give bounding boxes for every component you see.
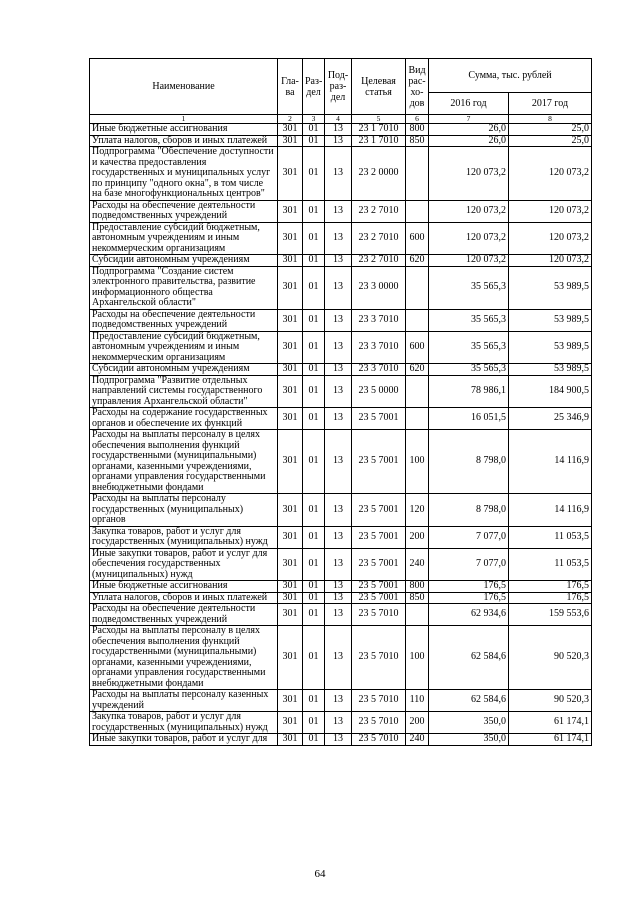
row-sum-2017: 61 174,1 xyxy=(509,734,592,746)
row-glava: 301 xyxy=(278,592,303,604)
row-glava: 301 xyxy=(278,626,303,690)
row-name: Расходы на выплаты персоналу казенных учреждений xyxy=(90,690,278,712)
table-row xyxy=(90,135,592,147)
row-razdel: 01 xyxy=(303,408,325,430)
row-article: 23 5 7001 xyxy=(352,581,406,593)
colnum-4: 4 xyxy=(325,115,352,124)
row-vid xyxy=(406,266,429,309)
row-sum-2016: 26,0 xyxy=(429,124,509,136)
table-row xyxy=(90,734,592,746)
row-sum-2016: 35 565,3 xyxy=(429,309,509,331)
row-podrazdel: 13 xyxy=(325,200,352,222)
row-podrazdel: 13 xyxy=(325,548,352,581)
row-article: 23 5 7010 xyxy=(352,690,406,712)
row-sum-2017: 120 073,2 xyxy=(509,147,592,201)
table-row xyxy=(90,266,592,309)
row-article: 23 5 7001 xyxy=(352,494,406,527)
colnum-6: 6 xyxy=(406,115,429,124)
table-row xyxy=(90,581,592,593)
row-sum-2016: 120 073,2 xyxy=(429,255,509,267)
row-podrazdel: 13 xyxy=(325,147,352,201)
row-podrazdel: 13 xyxy=(325,124,352,136)
row-name: Закупка товаров, работ и услуг для государственных (муниципальных) нужд xyxy=(90,712,278,734)
budget-table-container xyxy=(89,58,591,746)
row-razdel: 01 xyxy=(303,364,325,376)
row-glava: 301 xyxy=(278,135,303,147)
row-glava: 301 xyxy=(278,124,303,136)
colnum-1: 1 xyxy=(90,115,278,124)
budget-table xyxy=(89,58,592,746)
row-sum-2017: 61 174,1 xyxy=(509,712,592,734)
table-row xyxy=(90,592,592,604)
row-sum-2017: 53 989,5 xyxy=(509,309,592,331)
row-glava: 301 xyxy=(278,690,303,712)
row-sum-2017: 53 989,5 xyxy=(509,364,592,376)
row-glava: 301 xyxy=(278,712,303,734)
header-razdel: Раз- дел xyxy=(303,59,325,115)
row-razdel: 01 xyxy=(303,147,325,201)
row-vid: 200 xyxy=(406,712,429,734)
row-podrazdel: 13 xyxy=(325,690,352,712)
row-razdel: 01 xyxy=(303,124,325,136)
row-article: 23 3 0000 xyxy=(352,266,406,309)
row-sum-2016: 7 077,0 xyxy=(429,526,509,548)
row-razdel: 01 xyxy=(303,592,325,604)
header-year-2017: 2017 год xyxy=(509,93,592,115)
row-vid: 240 xyxy=(406,548,429,581)
row-sum-2016: 120 073,2 xyxy=(429,200,509,222)
row-glava: 301 xyxy=(278,548,303,581)
header-glava: Гла- ва xyxy=(278,59,303,115)
row-sum-2016: 120 073,2 xyxy=(429,222,509,255)
row-sum-2017: 120 073,2 xyxy=(509,255,592,267)
row-vid: 620 xyxy=(406,364,429,376)
row-sum-2016: 350,0 xyxy=(429,734,509,746)
row-glava: 301 xyxy=(278,430,303,494)
row-glava: 301 xyxy=(278,331,303,364)
row-sum-2017: 25,0 xyxy=(509,135,592,147)
row-sum-2016: 350,0 xyxy=(429,712,509,734)
row-vid: 100 xyxy=(406,626,429,690)
row-razdel: 01 xyxy=(303,626,325,690)
row-sum-2016: 16 051,5 xyxy=(429,408,509,430)
row-vid: 600 xyxy=(406,331,429,364)
row-podrazdel: 13 xyxy=(325,364,352,376)
row-article: 23 2 7010 xyxy=(352,255,406,267)
table-row xyxy=(90,375,592,408)
row-sum-2017: 14 116,9 xyxy=(509,430,592,494)
row-name: Расходы на выплаты персоналу в целях обеспечения выполнения функций государственными (муниципальными) органами, казенными учреждениями, органами управления государственными внебюджетными фондами xyxy=(90,430,278,494)
row-glava: 301 xyxy=(278,364,303,376)
row-vid: 850 xyxy=(406,592,429,604)
row-sum-2016: 78 986,1 xyxy=(429,375,509,408)
row-podrazdel: 13 xyxy=(325,375,352,408)
table-row xyxy=(90,604,592,626)
row-razdel: 01 xyxy=(303,135,325,147)
table-row xyxy=(90,430,592,494)
row-podrazdel: 13 xyxy=(325,331,352,364)
row-article: 23 5 7001 xyxy=(352,408,406,430)
table-row xyxy=(90,255,592,267)
colnum-5: 5 xyxy=(352,115,406,124)
row-article: 23 5 7001 xyxy=(352,548,406,581)
row-article: 23 3 7010 xyxy=(352,309,406,331)
row-vid: 100 xyxy=(406,430,429,494)
table-row xyxy=(90,200,592,222)
table-row xyxy=(90,364,592,376)
row-name: Подпрограмма "Обеспечение доступности и качества предоставления государственных и муниципальных услуг по принципу "одного окна", в том числе на базе многофункциональных центров" xyxy=(90,147,278,201)
row-glava: 301 xyxy=(278,526,303,548)
row-sum-2016: 120 073,2 xyxy=(429,147,509,201)
row-razdel: 01 xyxy=(303,266,325,309)
row-name: Иные бюджетные ассигнования xyxy=(90,581,278,593)
colnum-7: 7 xyxy=(429,115,509,124)
colnum-2: 2 xyxy=(278,115,303,124)
row-glava: 301 xyxy=(278,147,303,201)
row-name: Иные закупки товаров, работ и услуг для обеспечения государственных (муниципальных) нужд xyxy=(90,548,278,581)
colnum-8: 8 xyxy=(509,115,592,124)
row-glava: 301 xyxy=(278,581,303,593)
row-article: 23 5 7001 xyxy=(352,592,406,604)
row-article: 23 3 7010 xyxy=(352,364,406,376)
row-podrazdel: 13 xyxy=(325,712,352,734)
row-name: Иные закупки товаров, работ и услуг для xyxy=(90,734,278,746)
row-razdel: 01 xyxy=(303,690,325,712)
row-name: Расходы на выплаты персоналу государственных (муниципальных) органов xyxy=(90,494,278,527)
table-row xyxy=(90,147,592,201)
row-glava: 301 xyxy=(278,309,303,331)
row-name: Субсидии автономным учреждениям xyxy=(90,255,278,267)
row-vid: 120 xyxy=(406,494,429,527)
row-name: Уплата налогов, сборов и иных платежей xyxy=(90,592,278,604)
row-name: Расходы на содержание государственных органов и обеспечение их функций xyxy=(90,408,278,430)
row-vid xyxy=(406,147,429,201)
row-vid: 620 xyxy=(406,255,429,267)
row-name: Подпрограмма "Создание систем электронного правительства, развитие информационного общества Архангельской области" xyxy=(90,266,278,309)
row-sum-2016: 176,5 xyxy=(429,592,509,604)
row-sum-2017: 120 073,2 xyxy=(509,222,592,255)
row-vid xyxy=(406,604,429,626)
colnum-3: 3 xyxy=(303,115,325,124)
row-glava: 301 xyxy=(278,266,303,309)
row-name: Предоставление субсидий бюджетным, автономным учреждениям и иным некоммерческим организациям xyxy=(90,331,278,364)
header-sum: Сумма, тыс. рублей xyxy=(429,59,592,93)
row-article: 23 3 7010 xyxy=(352,331,406,364)
row-sum-2016: 8 798,0 xyxy=(429,430,509,494)
table-row xyxy=(90,494,592,527)
row-sum-2017: 90 520,3 xyxy=(509,690,592,712)
table-row xyxy=(90,626,592,690)
row-vid: 600 xyxy=(406,222,429,255)
row-podrazdel: 13 xyxy=(325,592,352,604)
header-year-2016: 2016 год xyxy=(429,93,509,115)
row-vid xyxy=(406,408,429,430)
row-name: Предоставление субсидий бюджетным, автономным учреждениям и иным некоммерческим организациям xyxy=(90,222,278,255)
row-name: Расходы на обеспечение деятельности подведомственных учреждений xyxy=(90,309,278,331)
row-glava: 301 xyxy=(278,604,303,626)
row-sum-2017: 11 053,5 xyxy=(509,526,592,548)
row-razdel: 01 xyxy=(303,712,325,734)
row-sum-2016: 62 584,6 xyxy=(429,690,509,712)
row-vid xyxy=(406,309,429,331)
row-sum-2017: 11 053,5 xyxy=(509,548,592,581)
row-podrazdel: 13 xyxy=(325,408,352,430)
row-name: Уплата налогов, сборов и иных платежей xyxy=(90,135,278,147)
header-podrazdel: Под- раз- дел xyxy=(325,59,352,115)
row-glava: 301 xyxy=(278,255,303,267)
row-podrazdel: 13 xyxy=(325,266,352,309)
row-sum-2017: 159 553,6 xyxy=(509,604,592,626)
row-article: 23 5 7010 xyxy=(352,604,406,626)
row-podrazdel: 13 xyxy=(325,430,352,494)
row-article: 23 2 7010 xyxy=(352,200,406,222)
row-name: Закупка товаров, работ и услуг для государственных (муниципальных) нужд xyxy=(90,526,278,548)
row-sum-2017: 53 989,5 xyxy=(509,331,592,364)
row-article: 23 5 7010 xyxy=(352,712,406,734)
row-article: 23 1 7010 xyxy=(352,135,406,147)
row-sum-2017: 25 346,9 xyxy=(509,408,592,430)
row-razdel: 01 xyxy=(303,548,325,581)
page-number: 64 xyxy=(314,868,326,880)
table-row xyxy=(90,548,592,581)
row-vid: 240 xyxy=(406,734,429,746)
row-article: 23 2 0000 xyxy=(352,147,406,201)
row-name: Субсидии автономным учреждениям xyxy=(90,364,278,376)
row-podrazdel: 13 xyxy=(325,494,352,527)
row-name: Расходы на обеспечение деятельности подведомственных учреждений xyxy=(90,200,278,222)
row-article: 23 5 7010 xyxy=(352,734,406,746)
row-razdel: 01 xyxy=(303,494,325,527)
row-sum-2016: 35 565,3 xyxy=(429,266,509,309)
row-name: Подпрограмма "Развитие отдельных направлений системы государственного управления Архангельской области" xyxy=(90,375,278,408)
row-glava: 301 xyxy=(278,734,303,746)
row-glava: 301 xyxy=(278,200,303,222)
row-sum-2016: 7 077,0 xyxy=(429,548,509,581)
row-glava: 301 xyxy=(278,375,303,408)
row-sum-2017: 120 073,2 xyxy=(509,200,592,222)
row-razdel: 01 xyxy=(303,309,325,331)
row-vid: 110 xyxy=(406,690,429,712)
header-article: Целевая статья xyxy=(352,59,406,115)
row-podrazdel: 13 xyxy=(325,604,352,626)
table-row xyxy=(90,222,592,255)
row-podrazdel: 13 xyxy=(325,309,352,331)
header-vid: Вид рас- хо- дов xyxy=(406,59,429,115)
row-vid: 850 xyxy=(406,135,429,147)
row-razdel: 01 xyxy=(303,604,325,626)
table-row xyxy=(90,309,592,331)
row-glava: 301 xyxy=(278,222,303,255)
row-podrazdel: 13 xyxy=(325,734,352,746)
row-sum-2017: 176,5 xyxy=(509,581,592,593)
row-name: Расходы на обеспечение деятельности подведомственных учреждений xyxy=(90,604,278,626)
row-article: 23 1 7010 xyxy=(352,124,406,136)
row-glava: 301 xyxy=(278,494,303,527)
row-razdel: 01 xyxy=(303,255,325,267)
row-vid: 800 xyxy=(406,581,429,593)
table-row xyxy=(90,408,592,430)
row-article: 23 5 7010 xyxy=(352,626,406,690)
row-podrazdel: 13 xyxy=(325,626,352,690)
row-name: Иные бюджетные ассигнования xyxy=(90,124,278,136)
table-row xyxy=(90,331,592,364)
row-sum-2016: 26,0 xyxy=(429,135,509,147)
row-podrazdel: 13 xyxy=(325,222,352,255)
row-sum-2016: 8 798,0 xyxy=(429,494,509,527)
table-row xyxy=(90,690,592,712)
row-razdel: 01 xyxy=(303,200,325,222)
row-razdel: 01 xyxy=(303,222,325,255)
row-article: 23 5 7001 xyxy=(352,430,406,494)
table-row xyxy=(90,124,592,136)
row-razdel: 01 xyxy=(303,581,325,593)
row-sum-2017: 184 900,5 xyxy=(509,375,592,408)
row-sum-2017: 14 116,9 xyxy=(509,494,592,527)
table-body xyxy=(90,124,592,746)
row-glava: 301 xyxy=(278,408,303,430)
row-sum-2017: 25,0 xyxy=(509,124,592,136)
table-row xyxy=(90,712,592,734)
row-sum-2017: 176,5 xyxy=(509,592,592,604)
table-row xyxy=(90,526,592,548)
row-name: Расходы на выплаты персоналу в целях обеспечения выполнения функций государственными (муниципальными) органами, казенными учреждениями, органами управления государственными внебюджетными фондами xyxy=(90,626,278,690)
row-razdel: 01 xyxy=(303,430,325,494)
row-article: 23 5 7001 xyxy=(352,526,406,548)
row-sum-2016: 35 565,3 xyxy=(429,331,509,364)
row-razdel: 01 xyxy=(303,734,325,746)
row-sum-2016: 176,5 xyxy=(429,581,509,593)
row-podrazdel: 13 xyxy=(325,526,352,548)
row-podrazdel: 13 xyxy=(325,581,352,593)
row-podrazdel: 13 xyxy=(325,135,352,147)
row-sum-2017: 90 520,3 xyxy=(509,626,592,690)
row-sum-2016: 35 565,3 xyxy=(429,364,509,376)
row-razdel: 01 xyxy=(303,331,325,364)
row-sum-2017: 53 989,5 xyxy=(509,266,592,309)
row-vid: 800 xyxy=(406,124,429,136)
row-vid: 200 xyxy=(406,526,429,548)
header-name: Наименование xyxy=(90,59,278,115)
row-podrazdel: 13 xyxy=(325,255,352,267)
row-article: 23 2 7010 xyxy=(352,222,406,255)
row-vid xyxy=(406,375,429,408)
row-vid xyxy=(406,200,429,222)
row-razdel: 01 xyxy=(303,375,325,408)
row-article: 23 5 0000 xyxy=(352,375,406,408)
row-sum-2016: 62 584,6 xyxy=(429,626,509,690)
row-sum-2016: 62 934,6 xyxy=(429,604,509,626)
row-razdel: 01 xyxy=(303,526,325,548)
